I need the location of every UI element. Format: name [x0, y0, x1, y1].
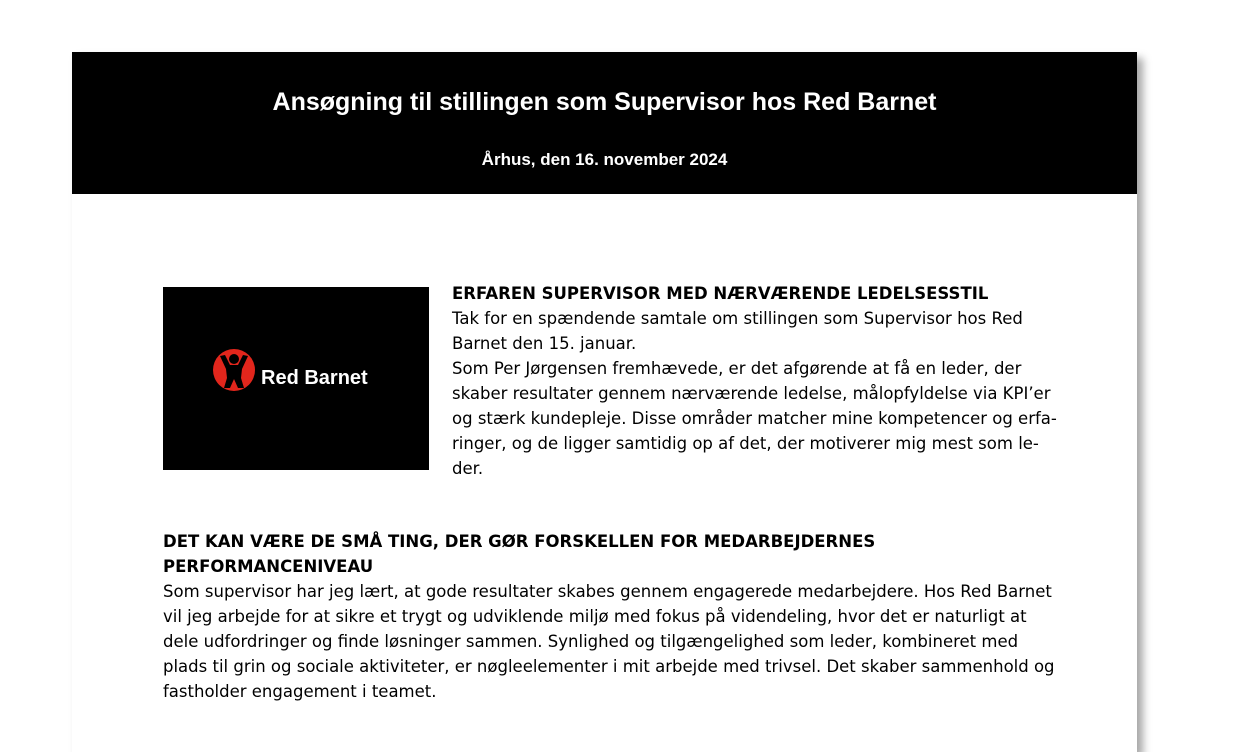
section-line: fastholder engagement i teamet. — [163, 682, 437, 701]
logo-text: Red Barnet — [261, 367, 368, 389]
letter-title: Ansøgning til stillingen som Supervisor hos Red Barnet — [272, 88, 937, 116]
intro-line: Som Per Jørgensen fremhævede, er det afgørende at få en leder, der — [452, 359, 1022, 378]
section-heading: DET KAN VÆRE DE SMÅ TING, DER GØR FORSKELLEN FOR MEDARBEJDERNES PERFORMANCENIVEAU — [163, 532, 876, 576]
letter-date: Århus, den 16. november 2024 — [481, 150, 728, 169]
intro-line: Barnet den 15. januar. — [452, 334, 637, 353]
section-line: dele udfordringer og finde løsninger sammen. Synlighed og tilgængelighed som leder, kombineret med — [163, 632, 1019, 651]
child-emblem-icon — [211, 347, 257, 393]
letter-header — [72, 52, 1137, 194]
intro-heading: ERFAREN SUPERVISOR MED NÆRVÆRENDE LEDELSESSTIL — [452, 284, 989, 303]
red-barnet-logo — [163, 287, 429, 470]
intro-line: ringer, og de ligger samtidig op af det, der motiverer mig mest som le- — [452, 434, 1039, 453]
intro-line: Tak for en spændende samtale om stillingen som Supervisor hos Red — [452, 309, 1023, 328]
intro-line: og stærk kundepleje. Disse områder matcher mine kompetencer og erfa- — [452, 409, 1057, 428]
section-line: plads til grin og sociale aktiviteter, er nøgleelementer i mit arbejde med trivsel. Det skaber sammenhold og — [163, 657, 1055, 676]
section-line: Som supervisor har jeg lært, at gode resultater skabes gennem engagerede medarbejdere. Hos Red Barnet — [163, 582, 1052, 601]
performance-section — [163, 529, 1063, 704]
intro-line: skaber resultater gennem nærværende ledelse, målopfyldelse via KPI’er — [452, 384, 1051, 403]
section-line: vil jeg arbejde for at sikre et trygt og udviklende miljø med fokus på videndeling, hvor det er naturligt at — [163, 607, 1027, 626]
document-page — [72, 52, 1137, 752]
intro-paragraph — [452, 281, 1062, 481]
intro-line: der. — [452, 459, 484, 478]
